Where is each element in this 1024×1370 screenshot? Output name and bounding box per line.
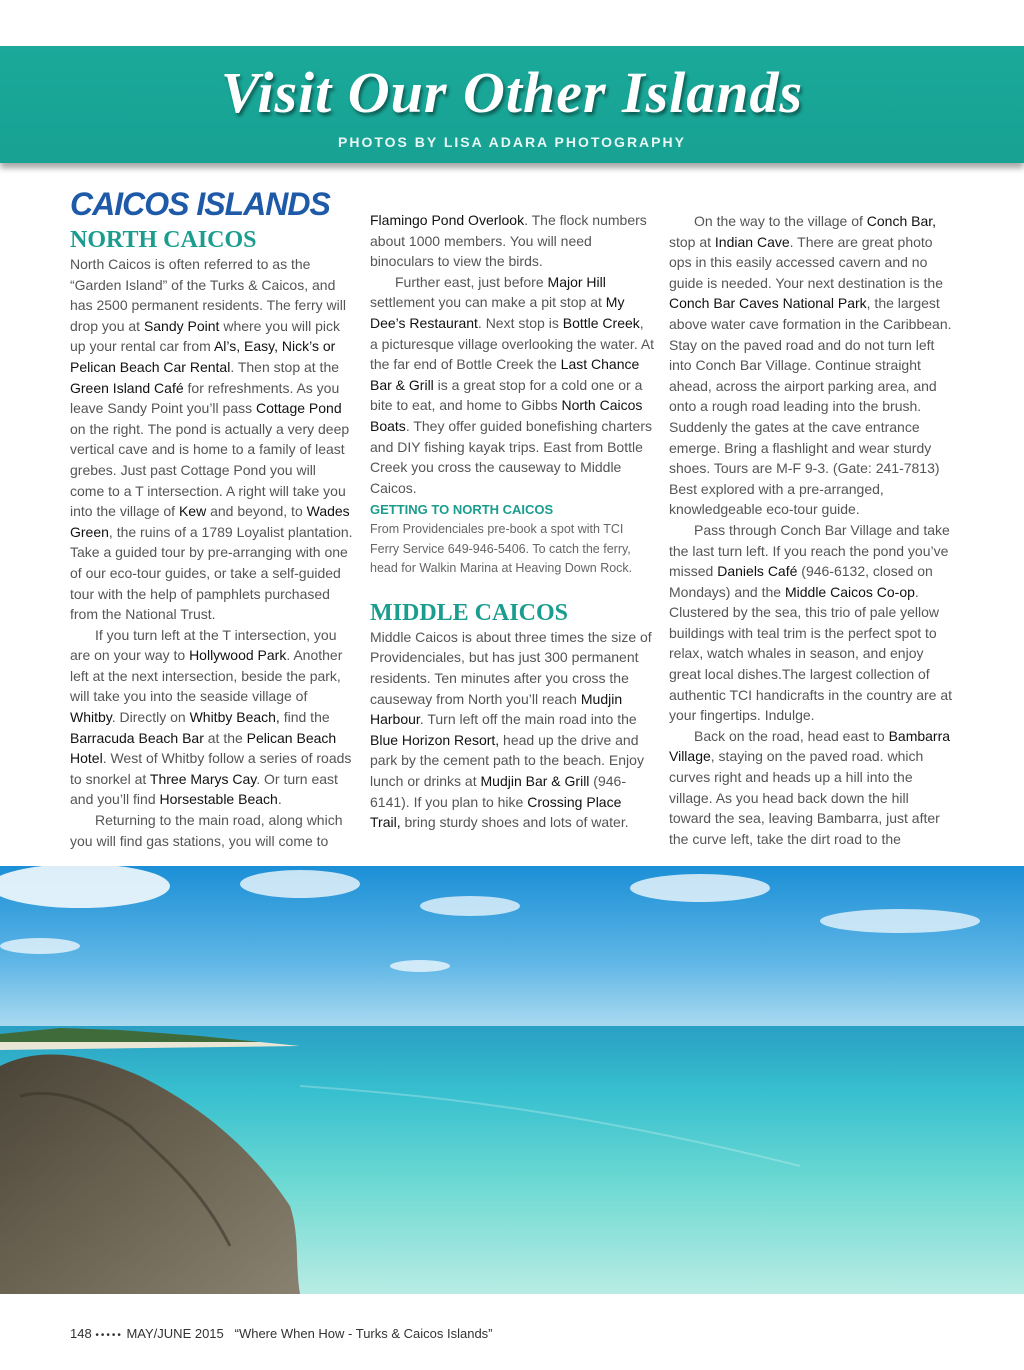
place-name: Daniels Café <box>717 563 798 580</box>
place-name: Bottle Creek <box>562 314 640 331</box>
page-number: 148 <box>70 1326 92 1341</box>
place-name: Blue Horizon Resort, <box>370 731 500 748</box>
beach-photo <box>0 866 1024 1294</box>
place-name: Green Island Café <box>70 379 184 396</box>
column-3 <box>669 211 954 849</box>
place-name: Cottage Pond <box>256 400 342 417</box>
place-name: Hollywood Park <box>189 647 287 664</box>
page-title: Visit Our Other Islands <box>220 60 804 125</box>
place-name: Horsestable Beach <box>159 791 278 808</box>
paragraph: If you turn left at the T intersection, you are on your way to Hollywood Park. Another left at the next intersection, beside the park, will take you into the seaside village of Whitby. Directly on Whitby Beach, find the Barracuda Beach Bar at the Pelican Beach Hotel. West of Whitby follow a series of roads to snorkel at Three Marys Cay. Or turn east and you’ll find Horsestable Beach. <box>70 626 352 808</box>
place-name: My Dee’s Restaurant <box>370 294 625 331</box>
place-name: Middle Caicos Co-op <box>784 583 915 600</box>
publication-name: “Where When How - Turks & Caicos Islands” <box>234 1326 493 1341</box>
place-name: Conch Bar Caves National Park <box>669 295 867 312</box>
place-name: North Caicos Boats <box>370 397 643 434</box>
place-name: Mudjin Harbour <box>370 690 623 728</box>
paragraph: Returning to the main road, along which you will find gas stations, you will come to <box>70 812 343 849</box>
column-2 <box>370 210 655 833</box>
place-name: Conch Bar, <box>866 213 937 229</box>
place-name: Mudjin Bar & Grill <box>480 772 590 789</box>
column-1 <box>70 186 354 851</box>
paragraph: Middle Caicos is about three times the size of Providenciales, but has just 300 permanent residents. Ten minutes after you cross the causeway from North you’ll reach Mudjin Harbour. Turn left off the main road into the Blue Horizon Resort, head up the drive and park by the cement path to the beach. Enjoy lunch or drinks at Mudjin Bar & Grill (946-6141). If you plan to hike Crossing Place Trail, bring sturdy shoes and lots of water. <box>370 628 652 831</box>
place-name: Whitby Beach, <box>189 709 280 726</box>
paragraph: Back on the road, head east to Bambarra Village, staying on the paved road. which curves right and heads up a hill into the village. As you head back down the hill toward the sea, leaving Bambarra, just after the curve left, take the dirt road to the <box>669 727 951 847</box>
place-name: Indian Cave <box>714 233 790 250</box>
place-name: Bambarra Village <box>669 727 951 765</box>
place-name: Sandy Point <box>143 317 220 334</box>
place-name: Wades Green <box>70 503 350 540</box>
title-banner <box>0 46 1024 163</box>
paragraph: Further east, just before Major Hill settlement you can make a pit stop at My Dee’s Restaurant. Next stop is Bottle Creek, a picturesque village overlooking the water. At the far end of Bottle Creek the Last Chance Bar & Grill is a great stop for a cold one or a bite to eat, and home to Gibbs North Caicos Boats. They offer guided bonefishing charters and DIY fishing kayak trips. East from Bottle Creek you cross the causeway to Middle Caicos. <box>370 273 655 496</box>
middle-caicos-heading: MIDDLE CAICOS <box>370 599 569 626</box>
place-name: Major Hill <box>547 273 606 290</box>
paragraph: On the way to the village of Conch Bar, stop at Indian Cave. There are great photo ops in this easily accessed cavern and no guide is needed. Your next destination is the Conch Bar Caves National Park, the largest above water cave formation in the Caribbean. Stay on the paved road and do not turn left into Conch Bar Village. Continue straight ahead, across the airport parking area, and onto a rough road leading into the brush. Suddenly the gates at the cave entrance emerge. Bring a flashlight and wear sturdy shoes. Tours are M-F 9-3. (Gate: 241-7813) Best explored with a pre-arranged, knowledgeable eco-tour guide. <box>669 213 952 518</box>
photo-credit: PHOTOS BY LISA ADARA PHOTOGRAPHY <box>338 134 686 150</box>
place-name: Crossing Place Trail, <box>370 793 622 831</box>
place-name: Flamingo Pond Overlook <box>370 212 525 228</box>
place-name: Kew <box>178 503 207 520</box>
section-title: CAICOS ISLANDS <box>70 186 330 222</box>
getting-to-north-caicos-heading: GETTING TO NORTH CAICOS <box>370 502 554 518</box>
issue-date: MAY/JUNE 2015 <box>126 1326 224 1341</box>
place-name: Whitby <box>70 709 112 726</box>
place-name: Al’s, Easy, Nick’s or Pelican Beach Car Rental <box>70 338 336 375</box>
place-name: Barracuda Beach Bar <box>70 729 204 746</box>
page-footer <box>70 1326 493 1341</box>
north-caicos-heading: NORTH CAICOS <box>70 227 257 253</box>
paragraph: North Caicos is often referred to as the “Garden Island” of the Turks & Caicos, and has 2500 permanent residents. The ferry will drop you at Sandy Point where you will pick up your rental car from Al’s, Easy, Nick’s or Pelican Beach Car Rental. Then stop at the Green Island Café for refreshments. As you leave Sandy Point you’ll pass Cottage Pond on the right. The pond is actually a very deep vertical cave and is home to a family of least grebes. Just past Cottage Pond you will come to a T intersection. A right will take you into the village of Kew and beyond, to Wades Green, the ruins of a 1789 Loyalist plantation. Take a guided tour by pre-arranging with one of our eco-tour guides, or take a self-guided tour with the help of pamphlets purchased from the National Trust. <box>70 256 353 623</box>
place-name: Three Marys Cay <box>149 770 257 787</box>
getting-to-north-caicos-text: From Providenciales pre-book a spot with TCI Ferry Service 649-946-5406. To catch the ferry, head for Walkin Marina at Heaving Down Rock. <box>370 522 633 576</box>
footer-dots: ••••• <box>95 1330 123 1341</box>
beach-scene-image <box>0 866 1024 1294</box>
place-name: Last Chance Bar & Grill <box>370 356 640 393</box>
paragraph: Flamingo Pond Overlook. The flock numbers about 1000 members. You will need binoculars to view the birds. <box>370 212 647 270</box>
paragraph: Pass through Conch Bar Village and take the last turn left. If you reach the pond you’ve missed Daniels Café (946-6132, closed on Mondays) and the Middle Caicos Co-op. Clustered by the sea, this trio of pale yellow buildings with teal trim is the perfect spot to relax, watch whales in season, and enjoy great local dishes.The largest collection of authentic TCI handicrafts in the country are at your fingertips. Indulge. <box>669 521 953 724</box>
place-name: Pelican Beach Hotel <box>70 729 337 767</box>
